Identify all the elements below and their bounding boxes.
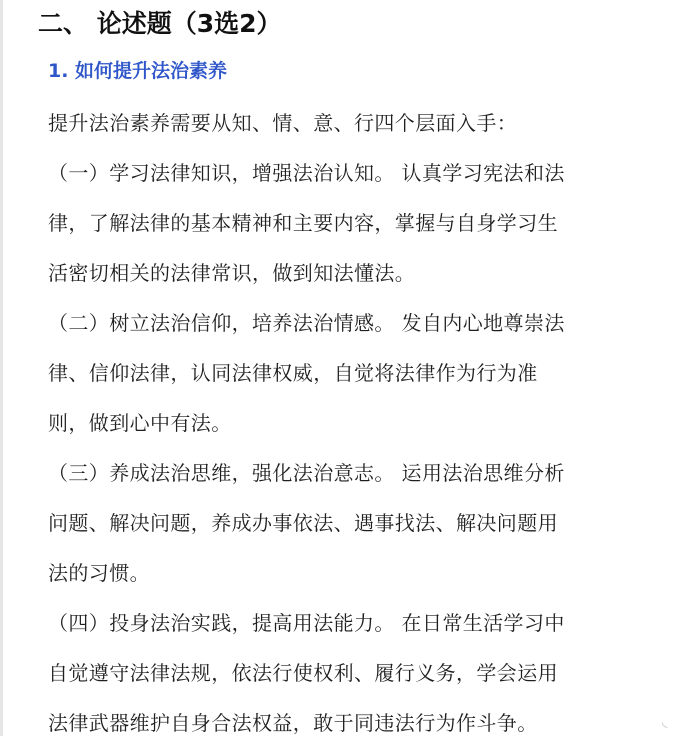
point-2-line-2: 律、信仰法律，认同法律权威，自觉将法律作为行为准 (48, 361, 538, 385)
point-3-line-1: （三）养成法治思维，强化法治意志。 运用法治思维分析 (48, 461, 565, 485)
section-title: 二、 论述题（3选2） (38, 9, 282, 38)
intro-line: 提升法治素养需要从知、情、意、行四个层面入手： (48, 111, 518, 135)
left-margin-rule (0, 0, 3, 736)
point-1-line-3: 活密切相关的法律常识，做到知法懂法。 (48, 261, 416, 285)
subsection-title: 1. 如何提升法治素养 (48, 60, 228, 82)
corner-decoration-icon: ◟ (662, 714, 668, 730)
point-1-paragraph (48, 148, 653, 298)
point-4-line-3: 法律武器维护自身合法权益，敢于同违法行为作斗争。 (48, 711, 538, 735)
intro-paragraph (48, 98, 653, 148)
point-2-line-1: （二）树立法治信仰，培养法治情感。 发自内心地尊崇法 (48, 311, 565, 335)
point-2-line-3: 则，做到心中有法。 (48, 411, 232, 435)
answer-body (48, 98, 653, 736)
point-3-line-2: 问题、解决问题，养成办事依法、遇事找法、解决问题用 (48, 511, 558, 535)
point-4-paragraph (48, 598, 653, 736)
point-3-line-3: 法的习惯。 (48, 561, 150, 585)
point-1-line-1: （一）学习法律知识，增强法治认知。 认真学习宪法和法 (48, 161, 565, 185)
point-2-paragraph (48, 298, 653, 448)
point-3-paragraph (48, 448, 653, 598)
point-4-line-2: 自觉遵守法律法规，依法行使权利、履行义务，学会运用 (48, 661, 558, 685)
point-1-line-2: 律，了解法律的基本精神和主要内容，掌握与自身学习生 (48, 211, 558, 235)
point-4-line-1: （四）投身法治实践，提高用法能力。 在日常生活学习中 (48, 611, 565, 635)
